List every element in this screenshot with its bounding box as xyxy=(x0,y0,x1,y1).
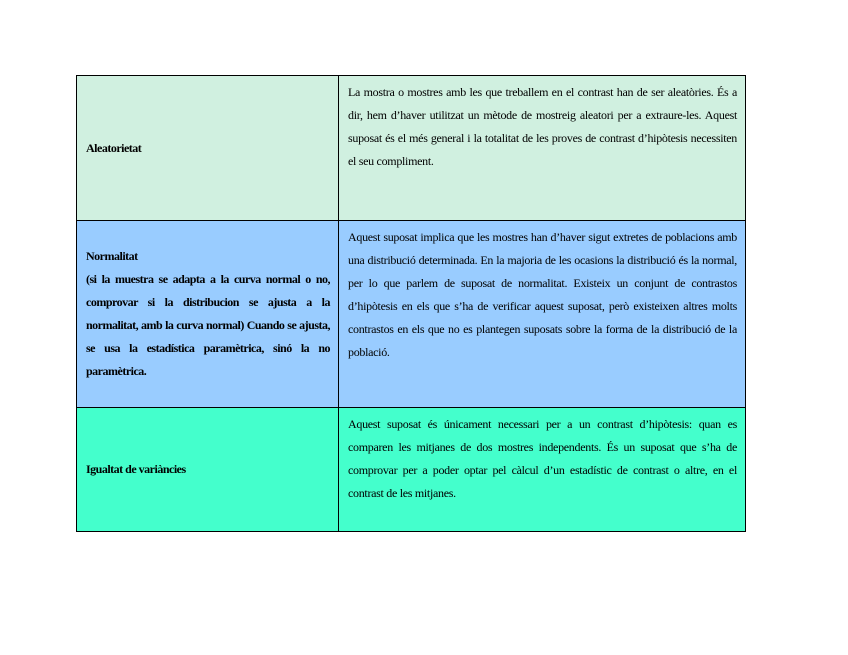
term-cell xyxy=(77,408,339,532)
term-cell xyxy=(77,76,339,221)
term-title: Aleatorietat xyxy=(86,140,142,155)
term-title: Igualtat de variàncies xyxy=(86,462,186,476)
assumptions-table xyxy=(76,75,746,532)
table-row-aleatorietat xyxy=(77,76,746,221)
table-row-normalitat xyxy=(77,221,746,408)
description-cell: Aquest suposat implica que les mostres han d’haver sigut extretes de poblacions amb una distribució determinada. En la majoria de les ocasions la distribució és la normal, per lo que parlem de suposat de normalitat. Existeix un conjunt de contrastos d’hipòtesis en els que s’ha de verificar aquest suposat, però existeixen altres molts contrastos en els que no es plantegen suposats sobre la forma de la distribució de la població. xyxy=(339,221,746,408)
table-row-igualtat-variancies xyxy=(77,408,746,532)
term-title: Normalitat xyxy=(86,249,138,263)
description-cell: La mostra o mostres amb les que treballem en el contrast han de ser aleatòries. És a dir, hem d’haver utilitzat un mètode de mostreig aleatori per a extraure-les. Aquest suposat és el més general i la totalitat de les proves de contrast d’hipòtesis necessiten el seu compliment. xyxy=(339,76,746,221)
term-cell xyxy=(77,221,339,408)
term-note: (si la muestra se adapta a la curva normal o no, comprovar si la distribucion se ajusta a la normalitat, amb la curva normal) Cuando se ajusta, se usa la estadística paramètrica, sinó la no paramètrica. xyxy=(86,272,330,378)
description-cell: Aquest suposat és únicament necessari per a un contrast d’hipòtesis: quan es comparen les mitjanes de dos mostres independents. És un suposat que s’ha de comprovar per a poder optar pel càlcul d’un estadístic de contrast o altre, en el contrast de les mitjanes. xyxy=(339,408,746,532)
